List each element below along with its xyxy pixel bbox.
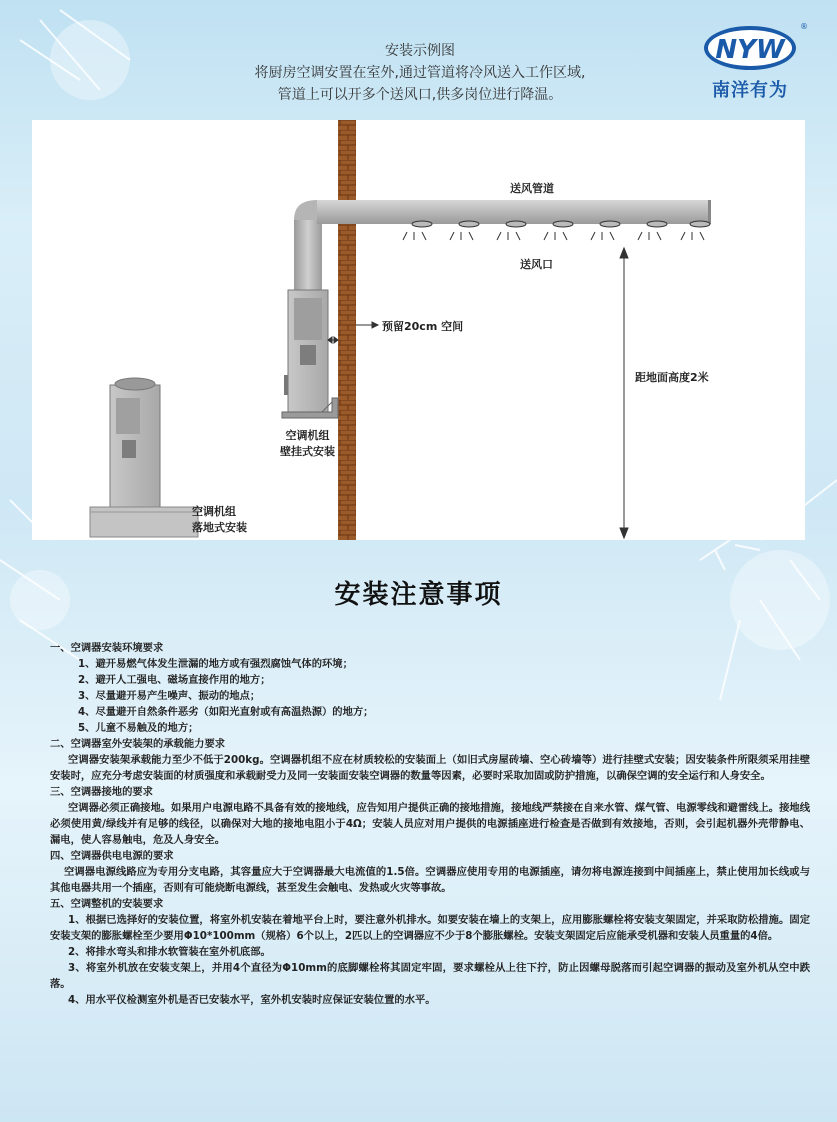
note-paragraph: 空调器必须正确接地。如果用户电源电路不具备有效的接地线，应告知用户提供正确的接地措施，接地线严禁接在自来水管、煤气管、电源零线和避雷线上。接地线必须使用黄/绿线并有足够的线径，以确保对大地的接地电阻小于4Ω；安装人员应对用户提供的电源插座进行检查是否做到有效接地，否则，会引起机器外壳带静电、漏电，使人容易触电，危及人身安全。 [50,802,810,846]
note-item: 3、尽量避开易产生噪声、振动的地点； [78,690,261,702]
gap-label: 预留20cm 空间 [382,320,464,333]
wall-unit-label [280,428,335,460]
caption-line-3: 管道上可以开多个送风口,供多岗位进行降温。 [277,87,563,103]
note-heading-5: 五、空调整机的安装要求 [50,898,164,910]
note-paragraph: 空调器安装架承载能力至少不低于200kg。空调器机组不应在材质较松的安装面上（如旧式房屋砖墙、空心砖墙等）进行挂壁式安装；因安装条件所限须采用挂壁安装时，应充分考虑安装面的材质强度和承载耐受力及同一安装面安装空调器的数量等因素，必要时采取加固或防护措施，以确保空调的安全运行和人身安全。 [50,754,810,782]
height-label: 距地面高度2米 [635,371,709,384]
header-caption [200,40,640,106]
caption-line-2: 将厨房空调安置在室外,通过管道将冷风送入工作区域, [254,65,586,81]
note-item: 4、尽量避开自然条件恶劣（如阳光直射或有高温热源）的地方； [78,706,374,718]
brick-wall [338,120,356,540]
duct-label: 送风管道 [510,182,554,195]
height-dimension [620,248,628,538]
note-item: 5、儿童不易触及的地方； [78,722,199,734]
vertical-duct [294,220,322,290]
note-paragraph: 1、根据已选择好的安装位置，将室外机安装在着地平台上时，要注意外机排水。如要安装在墙上的支架上，应用膨胀螺栓将安装支架固定，并采取防松措施。固定安装支架的膨胀螺栓至少要用Φ10*100mm（规格）6个以上，2匹以上的空调器应不少于8个膨胀螺栓。安装支架固定后应能承受机器和安装人员重量的4倍。 [50,914,810,942]
brand-name: 南洋有为 [712,80,788,101]
floor-unit-label [192,504,247,536]
note-paragraph: 2、将排水弯头和排水软管装在室外机底部。 [68,946,271,958]
wall-unit-label-line-1: 空调机组 [285,429,330,442]
floor-unit-label-line-1: 空调机组 [192,505,236,518]
note-paragraph: 3、将室外机放在安装支架上，并用4个直径为Φ10mm的底脚螺栓将其固定牢固，要求螺栓从上往下拧，防止因螺母脱落而引起空调器的振动及室外机从空中跌落。 [50,962,810,990]
floor-unit-label-line-2: 落地式安装 [192,521,247,534]
note-item: 1、避开易燃气体发生泄漏的地方或有强烈腐蚀气体的环境； [78,658,353,670]
registered-mark: ® [800,22,808,31]
wall-duct-segment [317,200,392,224]
brand-logo [700,22,810,102]
wall-unit-label-line-2: 壁挂式安装 [280,445,335,458]
note-heading-1: 一、空调器安装环境要求 [50,642,164,654]
section-title: 安装注意事项 [334,580,503,610]
airflow-marks [403,232,704,240]
note-heading-4: 四、空调器供电电源的要求 [50,850,174,862]
note-paragraph: 空调器电源线路应为专用分支电路，其容量应大于空调器最大电流值的1.5倍。空调器应使用专用的电源插座，请勿将电源连接到中间插座上，禁止使用加长线或与其他电器共用一个插座，否则有可能烧断电源线，甚至发生会触电、发热或火灾等事故。 [50,866,810,894]
installation-notes [50,640,810,1008]
note-paragraph: 4、用水平仪检测室外机是否已安装水平，室外机安装时应保证安装位置的水平。 [68,994,436,1006]
supply-duct [392,200,710,224]
svg-text:NYW: NYW [715,35,785,65]
installation-diagram [32,120,805,540]
nanyang-youwei-logo-icon [700,22,800,74]
note-heading-2: 二、空调器室外安装架的承载能力要求 [50,738,226,750]
caption-line-1: 安装示例图 [385,43,455,59]
note-heading-3: 三、空调器接地的要求 [50,786,153,798]
note-item: 2、避开人工强电、磁场直接作用的地方； [78,674,271,686]
outlet-label: 送风口 [520,258,553,271]
